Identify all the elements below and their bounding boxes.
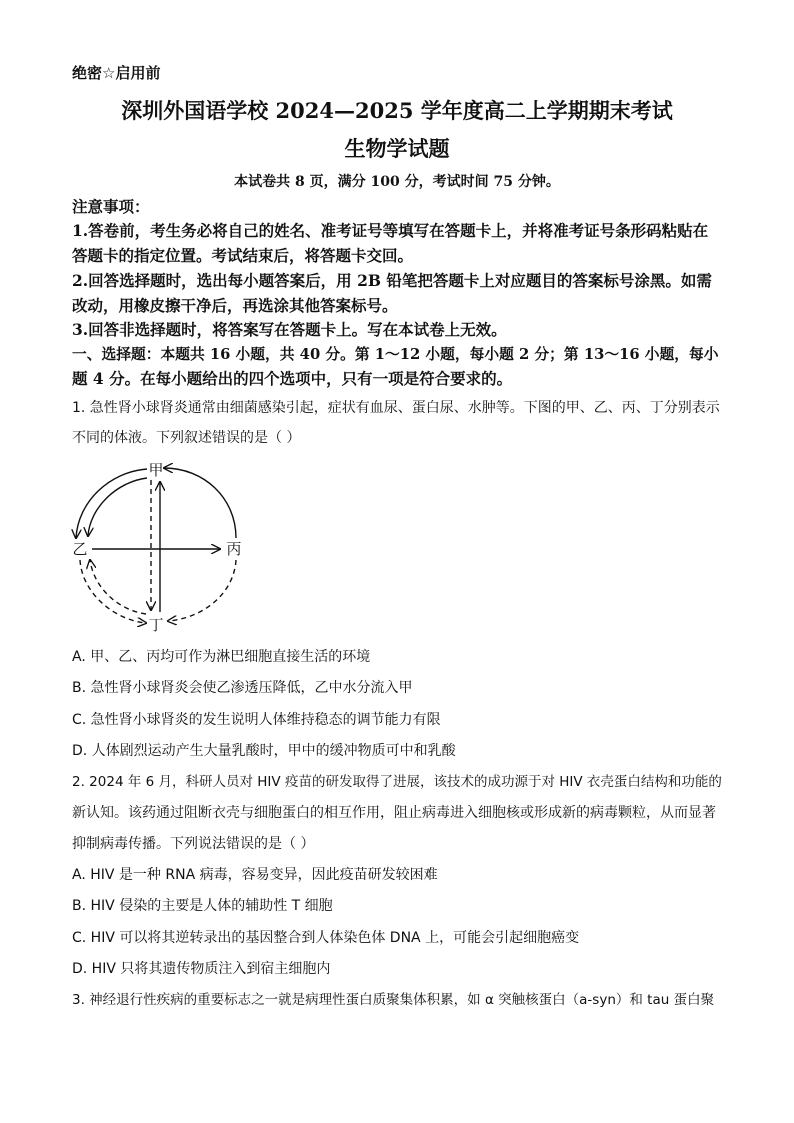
notice-line: 改动，用橡皮擦干净后，再选涂其他答案标号。 <box>72 296 398 315</box>
label-ding: 丁 <box>148 616 164 634</box>
exam-title: 深圳外国语学校 2024—2025 学年度高二上学期期末考试 <box>121 98 673 123</box>
section-heading-cont: 题 4 分。在每小题给出的四个选项中，只有一项是符合要求的。 <box>72 369 513 388</box>
question-1-option-a: A. 甲、乙、丙均可作为淋巴细胞直接生活的环境 <box>72 649 371 665</box>
label-yi: 乙 <box>72 540 88 558</box>
arc-inner-top-left <box>88 478 147 536</box>
arc-right-to-top <box>164 468 236 538</box>
label-bing: 丙 <box>226 540 242 558</box>
notice-line: 2.回答选择题时，选出每小题答案后，用 2B 铅笔把答题卡上对应题目的答案标号涂黑。如需 <box>72 271 712 290</box>
question-1-stem: 1. 急性肾小球肾炎通常由细菌感染引起，症状有血尿、蛋白尿、水肿等。下图的甲、乙、丙、丁分别表示 <box>72 400 720 416</box>
arc-left-to-bottom <box>80 560 146 623</box>
notice-line: 3.回答非选择题时，将答案写在答题卡上。写在本试卷上无效。 <box>72 320 507 339</box>
question-1-option-c: C. 急性肾小球肾炎的发生说明人体维持稳态的调节能力有限 <box>72 712 441 728</box>
arc-top-to-left <box>76 469 147 538</box>
confidential-label: 绝密☆启用前 <box>72 64 161 82</box>
question-2-stem: 2. 2024 年 6 月，科研人员对 HIV 疫苗的研发取得了进展，该技术的成功源于对 HIV 衣壳蛋白结构和功能的 <box>72 774 722 790</box>
question-2-option-c: C. HIV 可以将其逆转录出的基因整合到人体染色体 DNA 上，可能会引起细胞癌变 <box>72 930 580 946</box>
question-1-option-d: D. 人体剧烈运动产生大量乳酸时，甲中的缓冲物质可中和乳酸 <box>72 743 456 759</box>
question-2-option-b: B. HIV 侵染的主要是人体的辅助性 T 细胞 <box>72 898 333 914</box>
label-jia: 甲 <box>148 461 164 479</box>
question-3-stem: 3. 神经退行性疾病的重要标志之一就是病理性蛋白质聚集体积累，如 α 突触核蛋白（a-syn）和 tau 蛋白聚 <box>72 992 715 1008</box>
exam-subject-title: 生物学试题 <box>344 136 450 161</box>
arc-bottom-to-left <box>90 560 146 614</box>
question-2-stem-cont: 抑制病毒传播。下列说法错误的是（ ） <box>72 836 315 852</box>
question-1-option-b: B. 急性肾小球肾炎会使乙渗透压降低，乙中水分流入甲 <box>72 680 413 696</box>
body-fluid-diagram <box>64 458 254 636</box>
exam-info: 本试卷共 8 页，满分 100 分，考试时间 75 分钟。 <box>234 174 560 190</box>
question-2-option-a: A. HIV 是一种 RNA 病毒，容易变异，因此疫苗研发较困难 <box>72 867 438 883</box>
arc-right-to-bottom <box>168 560 236 621</box>
section-heading: 一、选择题：本题共 16 小题，共 40 分。第 1～12 小题，每小题 2 分；第 13～16 小题，每小 <box>72 346 719 363</box>
question-2-option-d: D. HIV 只将其遗传物质注入到宿主细胞内 <box>72 961 331 977</box>
question-2-stem-cont: 新认知。该药通过阻断衣壳与细胞蛋白的相互作用，阻止病毒进入细胞核或形成新的病毒颗粒，从而显著 <box>72 805 716 821</box>
notice-line: 1.答卷前，考生务必将自己的姓名、准考证号等填写在答题卡上，并将准考证号条形码粘贴在 <box>72 221 709 240</box>
notice-heading: 注意事项： <box>72 197 150 216</box>
notice-line: 答题卡的指定位置。考试结束后，将答题卡交回。 <box>72 246 414 265</box>
question-1-stem-cont: 不同的体液。下列叙述错误的是（ ） <box>72 430 301 446</box>
